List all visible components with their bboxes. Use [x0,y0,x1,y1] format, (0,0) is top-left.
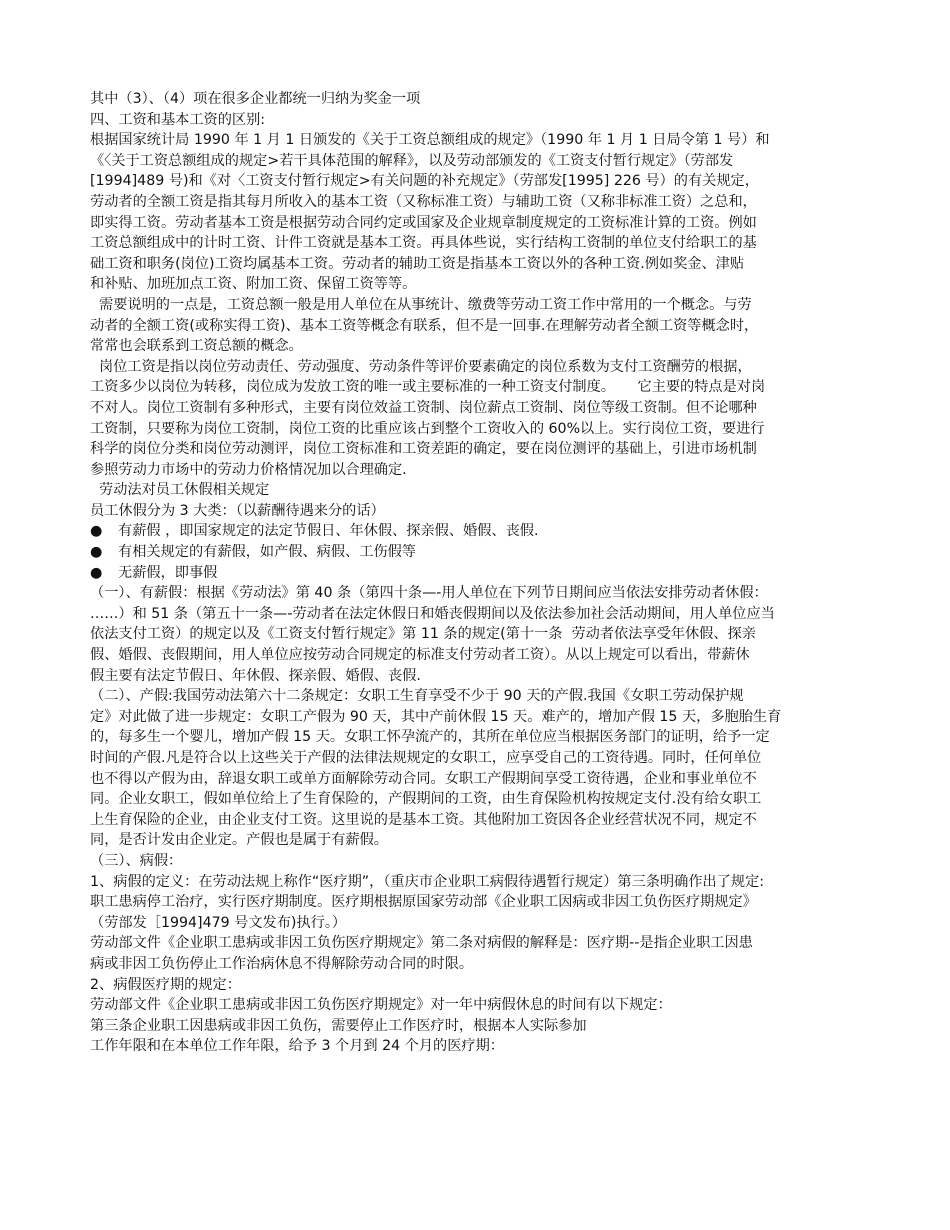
bullet-icon: ● [90,544,103,561]
text-line: 假、婚假、丧假期间，用人单位应按劳动合同规定的标准支付劳动者工资）。从以上规定可以看出，带薪休 [90,647,750,664]
text-block-leave [90,583,890,1057]
text-line: （劳部发［1994]479 号文发布)执行。） [90,914,347,931]
text-line: 的，每多生一个婴儿，增加产假 15 天。女职工怀孕流产的，其所在单位应当根据医务部门的证明，给予一定 [90,729,770,746]
list-item [90,563,890,584]
text-line: 《〈关于工资总额组成的规定>若干具体范围的解释》，以及劳动部颁发的《工资支付暂行规定》（劳部发 [90,152,734,169]
text-line: （一）、有薪假：根据《劳动法》第 40 条（第四十条—-用人单位在下列节日期间应当依法安排劳动者休假： [90,585,768,602]
text-line: 依法支付工资）的规定以及《工资支付暂行规定》第 11 条的规定(第十一条 劳动者依法享受年休假、探亲 [90,626,756,643]
leave-type-list [90,521,890,583]
text-line: 职工患病停工治疗，实行医疗期制度。医疗期根据原国家劳动部《企业职工因病或非因工负伤医疗期规定》 [90,894,757,911]
text-line: 科学的岗位分类和岗位劳动测评，岗位工资标准和工资差距的确定，要在岗位测评的基础上，引进市场机制 [90,441,757,458]
section-heading: 四、工资和基本工资的区别: [90,111,266,128]
text-block-wages [90,89,890,521]
text-line: 工资制，只要称为岗位工资制，岗位工资的比重应该占到整个工资收入的 60%以上。实行岗位工资，要进行 [90,420,765,437]
text-line: 第三条企业职工因患病或非因工负伤，需要停止工作医疗时，根据本人实际参加 [90,1017,587,1034]
text-line: 动者的全额工资(或称实得工资)、基本工资等概念有联系，但不是一回事.在理解劳动者全额工资等概念时， [90,317,759,334]
text-line: 上生育保险的企业，由企业支付工资。这里说的是基本工资。其他附加工资因各企业经营状况不同，规定不 [90,811,757,828]
text-line: （二）、产假:我国劳动法第六十二条规定：女职工生育享受不少于 90 天的产假.我国《女职工劳动保护规 [90,688,744,705]
text-line: 常常也会联系到工资总额的概念。 [90,338,303,355]
text-line: 础工资和职务(岗位)工资均属基本工资。劳动者的辅助工资是指基本工资以外的各种工资.例如奖金、津贴 [90,255,745,272]
text-line: 不对人。岗位工资制有多种形式，主要有岗位效益工资制、岗位薪点工资制、岗位等级工资制。但不论哪种 [90,399,757,416]
text-line: ……）和 51 条（第五十一条—-劳动者在法定休假日和婚丧假期间以及依法参加社会活动期间，用人单位应当 [90,605,775,622]
bullet-icon: ● [90,564,103,581]
text-line: 劳动者的全额工资是指其每月所收入的基本工资（又称标准工资）与辅助工资（又称非标准工资）之总和， [90,193,757,210]
list-item-text: 有相关规定的有薪假，如产假、病假、工伤假等 [118,544,416,561]
text-line: 员工休假分为 3 大类：（以薪酬待遇来分的话） [90,502,385,519]
text-line: 时间的产假.凡是符合以上这些关于产假的法律法规规定的女职工，应享受自己的工资待遇。同时，任何单位 [90,750,762,766]
section-heading: （三）、病假： [90,852,183,869]
section-heading: 2、病假医疗期的规定： [90,976,241,993]
text-line: 劳动部文件《企业职工患病或非因工负伤医疗期规定》对一年中病假休息的时间有以下规定： [90,997,672,1014]
text-line: 工作年限和在本单位工作年限，给予 3 个月到 24 个月的医疗期： [90,1038,504,1055]
text-line: 1、病假的定义：在劳动法规上称作“医疗期”，（重庆市企业职工病假待遇暂行规定）第三条明确作出了规定: [90,873,765,890]
text-line: 假主要有法定节假日、年休假、探亲假、婚假、丧假. [90,667,421,684]
text-line: 也不得以产假为由，辞退女职工或单方面解除劳动合同。女职工产假期间享受工资待遇，企业和事业单位不 [90,770,757,787]
text-line: 病或非因工负伤停止工作治病休息不得解除劳动合同的时限。 [90,955,474,972]
list-item [90,542,890,563]
text-line: 岗位工资是指以岗位劳动责任、劳动强度、劳动条件等评价要素确定的岗位系数为支付工资酬劳的根据， [90,358,752,375]
text-line: 其中（3）、（4）项在很多企业都统一归纳为奖金一项 [90,91,421,107]
text-line: 定》对此做了进一步规定：女职工产假为 90 天，其中产前休假 15 天。难产的，增加产假 15 天，多胞胎生育 [90,708,782,725]
list-item-text: 有薪假 ，即国家规定的法定节假日、年休假、探亲假、婚假、丧假. [118,523,539,540]
text-line: 参照劳动力市场中的劳动力价格情况加以合理确定. [90,461,407,478]
bullet-icon: ● [90,523,103,540]
section-heading: 劳动法对员工休假相关规定 [90,482,270,499]
text-line: 即实得工资。劳动者基本工资是根据劳动合同约定或国家及企业规章制度规定的工资标准计算的工资。例如 [90,214,757,231]
text-line: [1994]489 号)和《对〈工资支付暂行规定>有关问题的补充规定》（劳部发[1995] 226 号）的有关规定， [90,173,759,190]
text-line: 同。企业女职工，假如单位给上了生育保险的，产假期间的工资，由生育保险机构按规定支付.没有给女职工 [90,791,762,808]
text-line: 和补贴、加班加点工资、附加工资、保留工资等等。 [90,276,417,293]
text-line: 工资总额组成中的计时工资、计件工资就是基本工资。再具体些说，实行结构工资制的单位支付给职工的基 [90,235,757,252]
text-line: 根据国家统计局 1990 年 1 月 1 日颁发的《关于工资总额组成的规定》（1990 年 1 月 1 日局令第 1 号）和 [90,132,770,149]
text-line: 需要说明的一点是，工资总额一般是用人单位在从事统计、缴费等劳动工资工作中常用的一个概念。与劳 [90,296,752,313]
list-item [90,521,890,542]
text-line: 劳动部文件《企业职工患病或非因工负伤医疗期规定》第二条对病假的解释是：医疗期--是指企业职工因患 [90,935,753,952]
document-body [90,89,890,1057]
text-line: 同，是否计发由企业定。产假也是属于有薪假。 [90,832,388,849]
list-item-text: 无薪假，即事假 [118,564,218,581]
text-line: 工资多少以岗位为转移，岗位成为发放工资的唯一或主要标准的一种工资支付制度。 它主要的特点是对岗 [90,379,766,396]
